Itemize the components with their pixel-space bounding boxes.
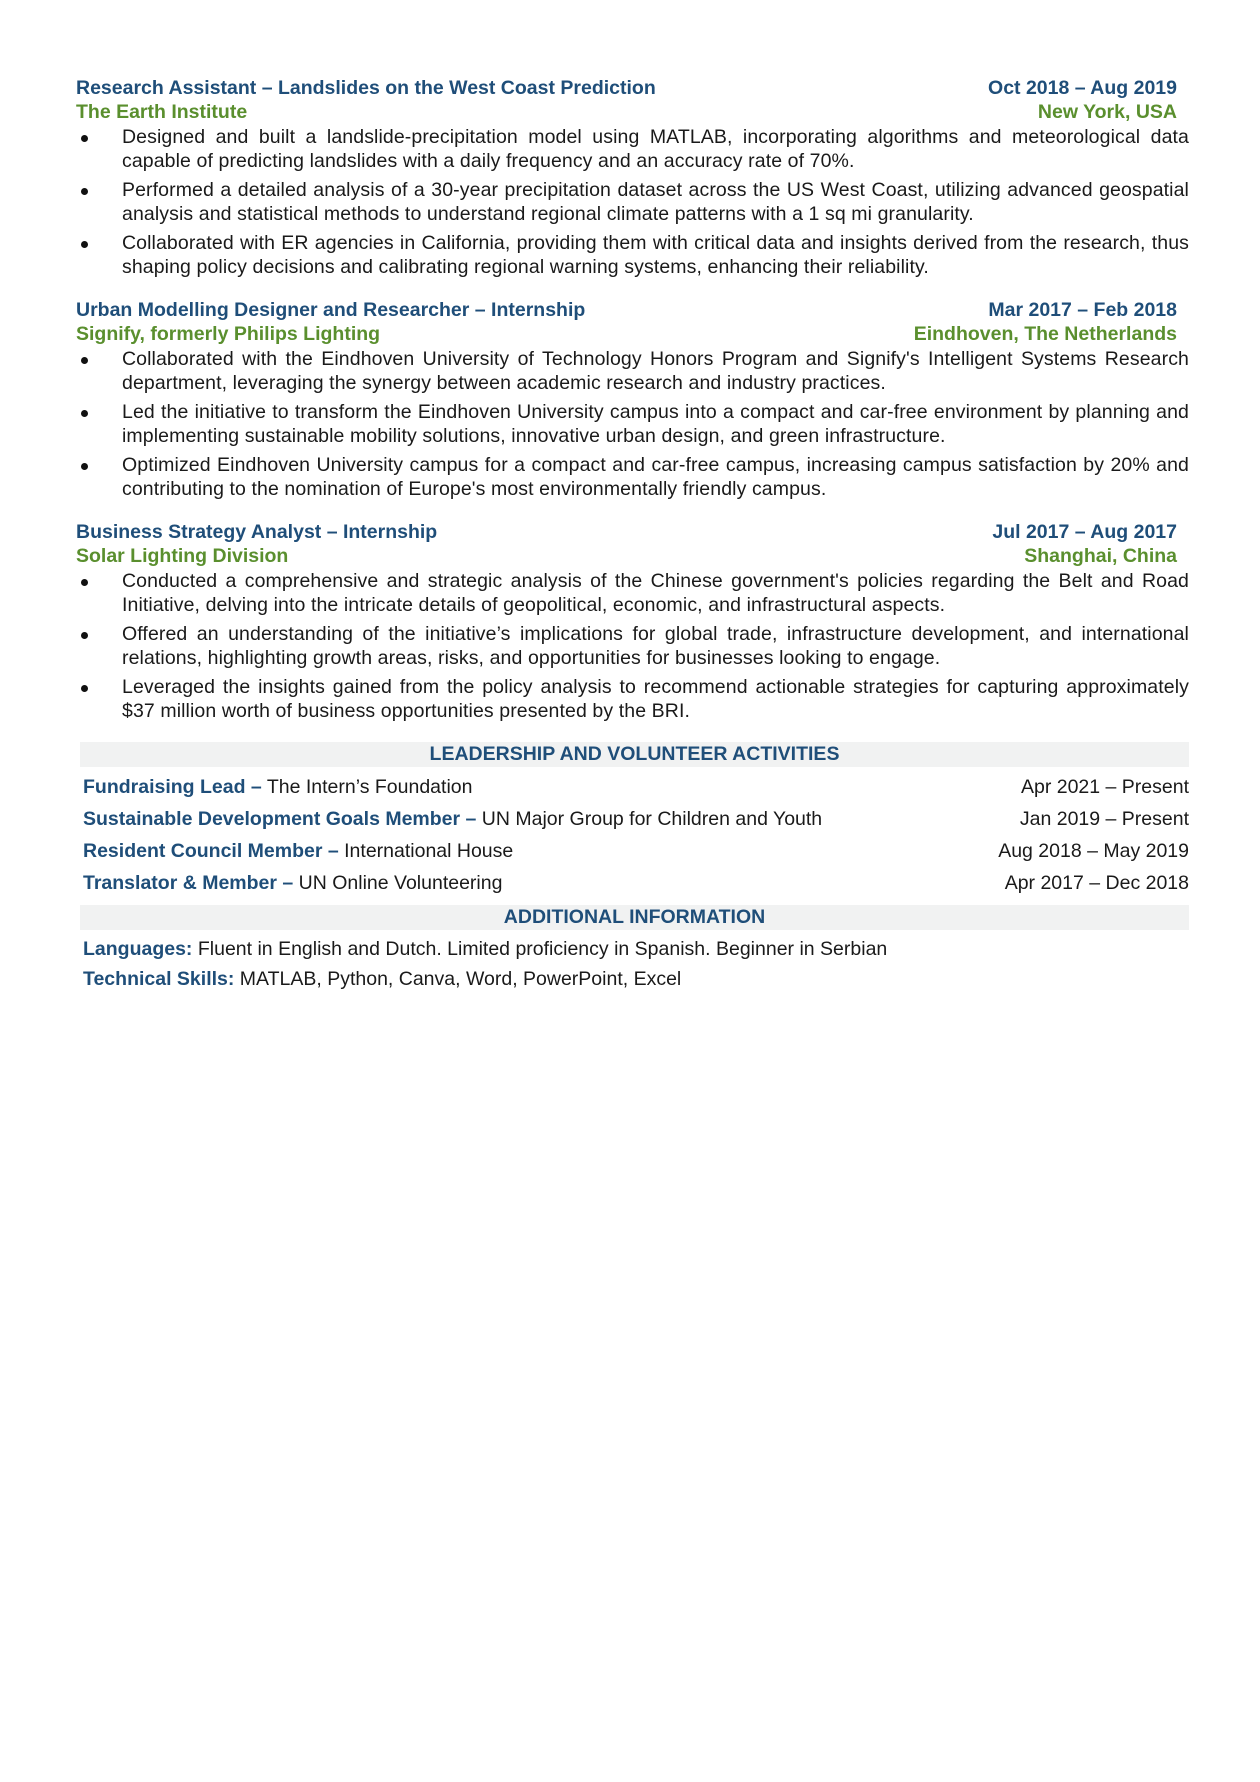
job-dates: Oct 2018 – Aug 2019 xyxy=(988,77,1177,99)
additional-value: Fluent in English and Dutch. Limited proficiency in Spanish. Beginner in Serbian xyxy=(197,938,888,960)
bullet-text: Designed and built a landslide-precipitation model using MATLAB, incorporating algorithms and meteorological data capable of predicting landslides with a daily frequency and an accuracy rate of 70%. xyxy=(122,126,1189,172)
experience-entry xyxy=(76,520,1189,723)
leadership-role: Fundraising Lead – xyxy=(83,776,262,798)
bullet-point-icon xyxy=(81,410,88,417)
leadership-heading: LEADERSHIP AND VOLUNTEER ACTIVITIES xyxy=(80,742,1189,767)
experience-section xyxy=(76,76,1189,723)
additional-row xyxy=(83,934,1189,964)
bullet-text: Offered an understanding of the initiative’s implications for global trade, infrastructure development, and international relations, highlighting growth areas, risks, and opportunities for businesses looking to engage. xyxy=(122,623,1189,669)
leadership-row xyxy=(83,771,1189,803)
job-header-line xyxy=(76,298,1189,322)
bullet-item xyxy=(76,676,1189,723)
job-location: Eindhoven, The Netherlands xyxy=(913,323,1177,345)
job-title: Business Strategy Analyst – Internship xyxy=(76,521,438,543)
job-title: Urban Modelling Designer and Researcher – Internship xyxy=(76,299,586,321)
additional-value: MATLAB, Python, Canva, Word, PowerPoint, Excel xyxy=(239,968,682,990)
bullet-item xyxy=(76,623,1189,670)
leadership-entry xyxy=(83,803,822,835)
job-org-line xyxy=(76,322,1189,346)
job-org-line xyxy=(76,100,1189,124)
job-title: Research Assistant – Landslides on the West Coast Prediction xyxy=(76,77,656,99)
bullet-item xyxy=(76,126,1189,173)
bullet-point-icon xyxy=(81,579,88,586)
job-header-line xyxy=(76,520,1189,544)
job-bullet-list xyxy=(76,348,1189,501)
bullet-point-icon xyxy=(81,241,88,248)
leadership-role: Resident Council Member – xyxy=(83,840,339,862)
bullet-item xyxy=(76,454,1189,501)
job-header-line xyxy=(76,76,1189,100)
leadership-role: Sustainable Development Goals Member – xyxy=(83,808,477,830)
bullet-point-icon xyxy=(81,188,88,195)
leadership-dates: Apr 2017 – Dec 2018 xyxy=(1004,872,1189,894)
job-bullet-list xyxy=(76,570,1189,723)
bullet-text: Performed a detailed analysis of a 30-year precipitation dataset across the US West Coast, utilizing advanced geospatial analysis and statistical methods to understand regional climate patterns with a 1 sq mi granularity. xyxy=(122,179,1189,225)
experience-entry xyxy=(76,76,1189,279)
leadership-role: Translator & Member – xyxy=(83,872,294,894)
bullet-point-icon xyxy=(81,632,88,639)
additional-heading: ADDITIONAL INFORMATION xyxy=(80,905,1189,930)
bullet-point-icon xyxy=(81,463,88,470)
leadership-list xyxy=(76,771,1189,899)
job-dates: Mar 2017 – Feb 2018 xyxy=(988,299,1177,321)
additional-label: Languages: xyxy=(83,938,193,960)
additional-label: Technical Skills: xyxy=(83,968,235,990)
bullet-item xyxy=(76,348,1189,395)
job-location: New York, USA xyxy=(1037,101,1177,123)
experience-entry xyxy=(76,298,1189,501)
job-bullet-list xyxy=(76,126,1189,279)
leadership-row xyxy=(83,803,1189,835)
leadership-organization: The Intern’s Foundation xyxy=(266,776,473,798)
bullet-text: Leveraged the insights gained from the policy analysis to recommend actionable strategies for capturing approximately $37 million worth of business opportunities presented by the BRI. xyxy=(122,676,1189,722)
bullet-text: Collaborated with the Eindhoven University of Technology Honors Program and Signify's Intelligent Systems Research department, leveraging the synergy between academic research and industry practices. xyxy=(122,348,1189,394)
additional-list xyxy=(76,934,1189,994)
bullet-text: Led the initiative to transform the Eindhoven University campus into a compact and car-free environment by planning and implementing sustainable mobility solutions, innovative urban design, and green infrastructure. xyxy=(122,401,1189,447)
job-organization: Signify, formerly Philips Lighting xyxy=(76,323,381,345)
leadership-organization: International House xyxy=(344,840,514,862)
leadership-organization: UN Major Group for Children and Youth xyxy=(481,808,823,830)
leadership-dates: Aug 2018 – May 2019 xyxy=(998,840,1189,862)
bullet-item xyxy=(76,401,1189,448)
job-organization: The Earth Institute xyxy=(76,101,248,123)
bullet-point-icon xyxy=(81,685,88,692)
bullet-text: Conducted a comprehensive and strategic analysis of the Chinese government's policies regarding the Belt and Road Initiative, delving into the intricate details of geopolitical, economic, and infrastructural aspects. xyxy=(122,570,1189,616)
leadership-row xyxy=(83,835,1189,867)
bullet-item xyxy=(76,179,1189,226)
bullet-text: Collaborated with ER agencies in California, providing them with critical data and insights derived from the research, thus shaping policy decisions and calibrating regional warning systems, enhancing their reliability. xyxy=(122,232,1189,278)
bullet-point-icon xyxy=(81,357,88,364)
additional-row xyxy=(83,964,1189,994)
job-dates: Jul 2017 – Aug 2017 xyxy=(992,521,1177,543)
bullet-item xyxy=(76,232,1189,279)
job-organization: Solar Lighting Division xyxy=(76,545,289,567)
resume-content xyxy=(76,76,1189,994)
bullet-text: Optimized Eindhoven University campus for a compact and car-free campus, increasing campus satisfaction by 20% and contributing to the nomination of Europe's most environmentally friendly campus. xyxy=(122,454,1189,500)
leadership-dates: Jan 2019 – Present xyxy=(1019,808,1189,830)
leadership-entry xyxy=(83,835,513,867)
leadership-entry xyxy=(83,867,502,899)
bullet-point-icon xyxy=(81,135,88,142)
job-org-line xyxy=(76,544,1189,568)
leadership-row xyxy=(83,867,1189,899)
leadership-dates: Apr 2021 – Present xyxy=(1020,776,1189,798)
leadership-entry xyxy=(83,771,472,803)
bullet-item xyxy=(76,570,1189,617)
job-location: Shanghai, China xyxy=(1024,545,1177,567)
leadership-organization: UN Online Volunteering xyxy=(298,872,503,894)
